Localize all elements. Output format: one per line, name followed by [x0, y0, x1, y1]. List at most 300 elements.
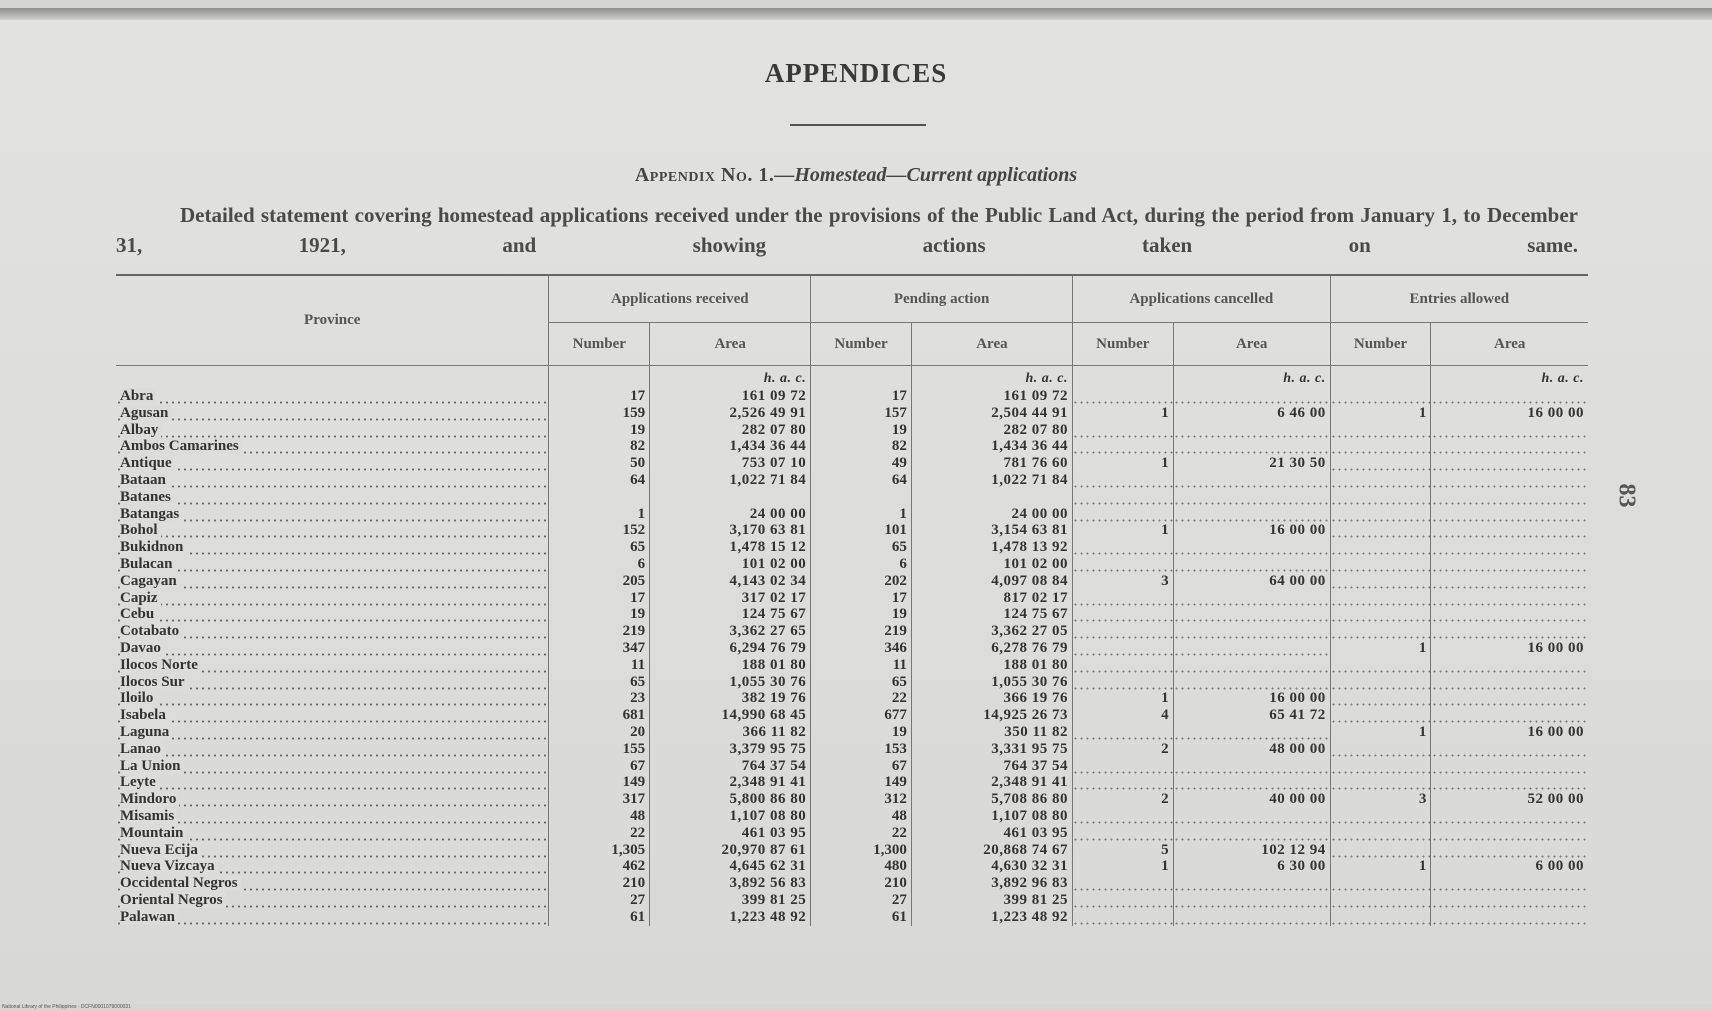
- table-row: [116, 875, 1588, 892]
- province-cell: [116, 909, 549, 926]
- province-cell: [116, 472, 549, 489]
- cancelled-number-cell: 4: [1072, 707, 1173, 724]
- allowed-area-cell: [1431, 455, 1588, 472]
- received-area-cell: 5,800 86 80: [650, 791, 811, 808]
- cancelled-area-cell: [1173, 438, 1330, 455]
- appendix-heading: [0, 164, 1712, 187]
- cancelled-number-cell: [1072, 539, 1173, 556]
- province-cell: [116, 640, 549, 657]
- area-header: Area: [911, 323, 1072, 366]
- cancelled-area-cell: [1173, 808, 1330, 825]
- province-cell: [116, 842, 549, 859]
- table-row: [116, 573, 1588, 590]
- province-cell: [116, 858, 549, 875]
- pending-number-cell: 157: [811, 405, 912, 422]
- cancelled-number-cell: [1072, 674, 1173, 691]
- allowed-area-cell: 16 00 00: [1431, 724, 1588, 741]
- province-cell: [116, 791, 549, 808]
- received-area-cell: 188 01 80: [650, 657, 811, 674]
- pending-area-cell: 1,478 13 92: [911, 539, 1072, 556]
- allowed-number-cell: [1330, 489, 1431, 506]
- group-header-cancelled: Applications cancelled: [1072, 275, 1330, 323]
- received-number-cell: 152: [549, 522, 650, 539]
- units-blank: [549, 366, 650, 389]
- received-area-cell: 382 19 76: [650, 690, 811, 707]
- units-blank: [811, 366, 912, 389]
- province-name: Agusan: [120, 405, 171, 421]
- province-cell: [116, 674, 549, 691]
- allowed-area-cell: [1431, 808, 1588, 825]
- allowed-number-cell: 1: [1330, 405, 1431, 422]
- allowed-area-cell: [1431, 506, 1588, 523]
- allowed-number-cell: [1330, 741, 1431, 758]
- page-title: APPENDICES: [764, 58, 948, 88]
- cancelled-number-cell: [1072, 774, 1173, 791]
- allowed-number-cell: [1330, 875, 1431, 892]
- received-number-cell: 1: [549, 506, 650, 523]
- pending-number-cell: 48: [811, 808, 912, 825]
- cancelled-area-cell: [1173, 657, 1330, 674]
- pending-number-cell: 312: [811, 791, 912, 808]
- cancelled-number-cell: 1: [1072, 858, 1173, 875]
- group-header-pending: Pending action: [811, 275, 1073, 323]
- cancelled-area-cell: [1173, 623, 1330, 640]
- province-cell: [116, 522, 549, 539]
- province-name: Ilocos Norte: [120, 657, 201, 673]
- received-area-cell: 399 81 25: [650, 892, 811, 909]
- received-area-cell: 14,990 68 45: [650, 707, 811, 724]
- province-name: Davao: [120, 640, 164, 656]
- pending-number-cell: 19: [811, 724, 912, 741]
- allowed-number-cell: [1330, 606, 1431, 623]
- pending-number-cell: 11: [811, 657, 912, 674]
- pending-area-cell: 764 37 54: [911, 758, 1072, 775]
- homestead-table: [116, 274, 1588, 926]
- received-number-cell: 219: [549, 623, 650, 640]
- cancelled-area-cell: [1173, 758, 1330, 775]
- allowed-number-cell: [1330, 438, 1431, 455]
- pending-number-cell: 677: [811, 707, 912, 724]
- allowed-number-cell: [1330, 674, 1431, 691]
- units-row: [116, 366, 1588, 389]
- province-cell: [116, 741, 549, 758]
- received-area-cell: 101 02 00: [650, 556, 811, 573]
- pending-number-cell: 82: [811, 438, 912, 455]
- received-number-cell: 65: [549, 674, 650, 691]
- table-body: [116, 366, 1588, 926]
- allowed-area-cell: [1431, 707, 1588, 724]
- cancelled-area-cell: [1173, 774, 1330, 791]
- cancelled-number-cell: [1072, 388, 1173, 405]
- province-name: Bohol: [120, 522, 161, 538]
- allowed-area-cell: [1431, 758, 1588, 775]
- province-name: Batanes: [120, 489, 174, 505]
- province-cell: [116, 623, 549, 640]
- province-cell: [116, 875, 549, 892]
- allowed-number-cell: [1330, 909, 1431, 926]
- pending-number-cell: 153: [811, 741, 912, 758]
- received-area-cell: 4,645 62 31: [650, 858, 811, 875]
- allowed-area-cell: [1431, 606, 1588, 623]
- pending-number-cell: 65: [811, 674, 912, 691]
- province-name: Cebu: [120, 606, 157, 622]
- cancelled-number-cell: [1072, 892, 1173, 909]
- cancelled-area-cell: [1173, 472, 1330, 489]
- received-number-cell: 50: [549, 455, 650, 472]
- allowed-area-cell: [1431, 522, 1588, 539]
- appendix-label: Appendix No. 1.: [634, 164, 775, 186]
- cancelled-area-cell: [1173, 640, 1330, 657]
- allowed-area-cell: 52 00 00: [1431, 791, 1588, 808]
- pending-area-cell: 20,868 74 67: [911, 842, 1072, 859]
- received-area-cell: 2,348 91 41: [650, 774, 811, 791]
- appendix-subtitle: —Homestead—Current applications: [774, 164, 1078, 186]
- cancelled-number-cell: [1072, 657, 1173, 674]
- table-row: [116, 909, 1588, 926]
- table-row: [116, 422, 1588, 439]
- received-number-cell: 64: [549, 472, 650, 489]
- received-area-cell: 317 02 17: [650, 590, 811, 607]
- pending-area-cell: 3,892 96 83: [911, 875, 1072, 892]
- received-number-cell: 20: [549, 724, 650, 741]
- pending-number-cell: 210: [811, 875, 912, 892]
- pending-number-cell: 1,300: [811, 842, 912, 859]
- area-header: Area: [1431, 323, 1588, 366]
- province-name: Capiz: [120, 590, 161, 606]
- cancelled-number-cell: 1: [1072, 455, 1173, 472]
- received-number-cell: [549, 489, 650, 506]
- area-header: Area: [1173, 323, 1330, 366]
- allowed-number-cell: 1: [1330, 724, 1431, 741]
- received-number-cell: 23: [549, 690, 650, 707]
- table-row: [116, 438, 1588, 455]
- units-blank: [1330, 366, 1431, 389]
- allowed-area-cell: [1431, 875, 1588, 892]
- received-area-cell: 4,143 02 34: [650, 573, 811, 590]
- scan-edge-shadow: [0, 8, 1712, 20]
- allowed-number-cell: [1330, 472, 1431, 489]
- province-name: Bukidnon: [120, 539, 186, 555]
- province-cell: [116, 590, 549, 607]
- received-area-cell: 124 75 67: [650, 606, 811, 623]
- province-name: Batangas: [120, 506, 182, 522]
- allowed-number-cell: [1330, 422, 1431, 439]
- received-area-cell: 282 07 80: [650, 422, 811, 439]
- cancelled-area-cell: 6 30 00: [1173, 858, 1330, 875]
- pending-area-cell: 282 07 80: [911, 422, 1072, 439]
- cancelled-number-cell: [1072, 758, 1173, 775]
- cancelled-area-cell: [1173, 506, 1330, 523]
- pending-area-cell: 1,223 48 92: [911, 909, 1072, 926]
- received-area-cell: 20,970 87 61: [650, 842, 811, 859]
- number-header: Number: [549, 323, 650, 366]
- cancelled-number-cell: [1072, 438, 1173, 455]
- pending-number-cell: 64: [811, 472, 912, 489]
- allowed-area-cell: [1431, 842, 1588, 859]
- table-row: [116, 657, 1588, 674]
- cancelled-area-cell: 21 30 50: [1173, 455, 1330, 472]
- received-number-cell: 61: [549, 909, 650, 926]
- table-row: [116, 640, 1588, 657]
- allowed-area-cell: [1431, 690, 1588, 707]
- province-name: Palawan: [120, 909, 178, 925]
- province-name: Bulacan: [120, 556, 176, 572]
- province-cell: [116, 606, 549, 623]
- received-area-cell: 3,892 56 83: [650, 875, 811, 892]
- cancelled-number-cell: [1072, 556, 1173, 573]
- province-name: Mountain: [120, 825, 186, 841]
- cancelled-area-cell: [1173, 539, 1330, 556]
- cancelled-number-cell: 5: [1072, 842, 1173, 859]
- province-name: Ambos Camarines: [120, 438, 242, 454]
- document-page: [0, 8, 1712, 1010]
- table-row: [116, 791, 1588, 808]
- province-name: Albay: [120, 422, 161, 438]
- table-row: [116, 724, 1588, 741]
- pending-number-cell: 346: [811, 640, 912, 657]
- province-name: Cagayan: [120, 573, 180, 589]
- table-row: [116, 808, 1588, 825]
- received-area-cell: 753 07 10: [650, 455, 811, 472]
- received-area-cell: 1,107 08 80: [650, 808, 811, 825]
- pending-area-cell: [911, 489, 1072, 506]
- cancelled-area-cell: [1173, 892, 1330, 909]
- allowed-number-cell: [1330, 842, 1431, 859]
- cancelled-number-cell: [1072, 623, 1173, 640]
- province-cell: [116, 455, 549, 472]
- pending-area-cell: 124 75 67: [911, 606, 1072, 623]
- table-row: [116, 556, 1588, 573]
- province-name: Occidental Negros: [120, 875, 241, 891]
- cancelled-area-cell: 65 41 72: [1173, 707, 1330, 724]
- table-row: [116, 674, 1588, 691]
- allowed-area-cell: [1431, 556, 1588, 573]
- pending-area-cell: 24 00 00: [911, 506, 1072, 523]
- pending-number-cell: 480: [811, 858, 912, 875]
- pending-number-cell: 202: [811, 573, 912, 590]
- cancelled-area-cell: 16 00 00: [1173, 522, 1330, 539]
- province-name: Antique: [120, 455, 175, 471]
- pending-area-cell: 3,331 95 75: [911, 741, 1072, 758]
- table-row: [116, 774, 1588, 791]
- number-header: Number: [1072, 323, 1173, 366]
- page-number: 83: [1613, 483, 1640, 508]
- received-area-cell: 1,022 71 84: [650, 472, 811, 489]
- received-number-cell: 22: [549, 825, 650, 842]
- cancelled-number-cell: [1072, 909, 1173, 926]
- province-header: Province: [116, 275, 549, 366]
- province-cell: [116, 405, 549, 422]
- province-cell: [116, 438, 549, 455]
- cancelled-number-cell: 1: [1072, 690, 1173, 707]
- table-row: [116, 506, 1588, 523]
- number-header: Number: [1330, 323, 1431, 366]
- allowed-area-cell: [1431, 489, 1588, 506]
- table-row: [116, 472, 1588, 489]
- cancelled-area-cell: 102 12 94: [1173, 842, 1330, 859]
- pending-area-cell: 188 01 80: [911, 657, 1072, 674]
- cancelled-area-cell: [1173, 556, 1330, 573]
- cancelled-area-cell: 64 00 00: [1173, 573, 1330, 590]
- units-blank: [1072, 366, 1173, 389]
- cancelled-number-cell: 1: [1072, 522, 1173, 539]
- province-name: Ilocos Sur: [120, 674, 188, 690]
- area-header: Area: [650, 323, 811, 366]
- cancelled-area-cell: [1173, 875, 1330, 892]
- province-cell: [116, 724, 549, 741]
- received-area-cell: 6,294 76 79: [650, 640, 811, 657]
- allowed-number-cell: [1330, 455, 1431, 472]
- cancelled-number-cell: [1072, 489, 1173, 506]
- archive-footer: National Library of the Philippines · DCFN0001079000031: [2, 1004, 131, 1010]
- pending-area-cell: 101 02 00: [911, 556, 1072, 573]
- table-row: [116, 590, 1588, 607]
- pending-number-cell: 219: [811, 623, 912, 640]
- province-name: Lanao: [120, 741, 164, 757]
- cancelled-number-cell: [1072, 472, 1173, 489]
- allowed-number-cell: [1330, 892, 1431, 909]
- cancelled-area-cell: [1173, 422, 1330, 439]
- pending-area-cell: 1,055 30 76: [911, 674, 1072, 691]
- allowed-number-cell: 1: [1330, 640, 1431, 657]
- province-cell: [116, 892, 549, 909]
- pending-area-cell: 817 02 17: [911, 590, 1072, 607]
- pending-area-cell: 3,362 27 05: [911, 623, 1072, 640]
- allowed-area-cell: [1431, 590, 1588, 607]
- province-name: Laguna: [120, 724, 172, 740]
- cancelled-number-cell: 3: [1072, 573, 1173, 590]
- province-name: Mindoro: [120, 791, 179, 807]
- table-row: [116, 741, 1588, 758]
- allowed-area-cell: [1431, 657, 1588, 674]
- allowed-number-cell: [1330, 556, 1431, 573]
- units-blank: [116, 366, 549, 389]
- cancelled-number-cell: [1072, 506, 1173, 523]
- received-number-cell: 19: [549, 606, 650, 623]
- province-name: Nueva Vizcaya: [120, 858, 218, 874]
- province-cell: [116, 422, 549, 439]
- province-name: Isabela: [120, 707, 169, 723]
- allowed-area-cell: [1431, 472, 1588, 489]
- received-number-cell: 159: [549, 405, 650, 422]
- pending-number-cell: 6: [811, 556, 912, 573]
- province-cell: [116, 707, 549, 724]
- province-name: Misamis: [120, 808, 177, 824]
- received-number-cell: 17: [549, 388, 650, 405]
- received-area-cell: 1,223 48 92: [650, 909, 811, 926]
- table-row: [116, 388, 1588, 405]
- pending-area-cell: 6,278 76 79: [911, 640, 1072, 657]
- cancelled-area-cell: 16 00 00: [1173, 690, 1330, 707]
- province-cell: [116, 506, 549, 523]
- received-area-cell: 764 37 54: [650, 758, 811, 775]
- received-area-cell: 24 00 00: [650, 506, 811, 523]
- province-name: Bataan: [120, 472, 169, 488]
- cancelled-number-cell: [1072, 422, 1173, 439]
- cancelled-area-cell: [1173, 909, 1330, 926]
- pending-number-cell: [811, 489, 912, 506]
- units-label: h. a. c.: [911, 366, 1072, 389]
- received-number-cell: 347: [549, 640, 650, 657]
- pending-number-cell: 22: [811, 825, 912, 842]
- pending-area-cell: 350 11 82: [911, 724, 1072, 741]
- allowed-area-cell: [1431, 892, 1588, 909]
- province-name: Leyte: [120, 774, 159, 790]
- table-row: [116, 758, 1588, 775]
- pending-area-cell: 3,154 63 81: [911, 522, 1072, 539]
- province-cell: [116, 774, 549, 791]
- received-area-cell: 3,170 63 81: [650, 522, 811, 539]
- units-label: h. a. c.: [650, 366, 811, 389]
- pending-number-cell: 1: [811, 506, 912, 523]
- cancelled-number-cell: [1072, 590, 1173, 607]
- received-number-cell: 205: [549, 573, 650, 590]
- allowed-number-cell: [1330, 573, 1431, 590]
- province-name: Abra: [120, 388, 156, 404]
- allowed-area-cell: [1431, 623, 1588, 640]
- cancelled-number-cell: 2: [1072, 791, 1173, 808]
- table-row: [116, 539, 1588, 556]
- pending-number-cell: 22: [811, 690, 912, 707]
- allowed-number-cell: [1330, 522, 1431, 539]
- cancelled-number-cell: [1072, 808, 1173, 825]
- pending-area-cell: 461 03 95: [911, 825, 1072, 842]
- cancelled-number-cell: [1072, 875, 1173, 892]
- cancelled-number-cell: 2: [1072, 741, 1173, 758]
- cancelled-area-cell: [1173, 590, 1330, 607]
- allowed-number-cell: [1330, 539, 1431, 556]
- allowed-number-cell: [1330, 388, 1431, 405]
- pending-area-cell: 14,925 26 73: [911, 707, 1072, 724]
- received-number-cell: 155: [549, 741, 650, 758]
- province-cell: [116, 808, 549, 825]
- pending-area-cell: 781 76 60: [911, 455, 1072, 472]
- table-row: [116, 690, 1588, 707]
- received-area-cell: 161 09 72: [650, 388, 811, 405]
- received-number-cell: 6: [549, 556, 650, 573]
- received-number-cell: 19: [549, 422, 650, 439]
- province-cell: [116, 489, 549, 506]
- allowed-number-cell: [1330, 774, 1431, 791]
- pending-number-cell: 49: [811, 455, 912, 472]
- allowed-area-cell: [1431, 674, 1588, 691]
- allowed-area-cell: 16 00 00: [1431, 405, 1588, 422]
- pending-number-cell: 101: [811, 522, 912, 539]
- allowed-area-cell: [1431, 573, 1588, 590]
- units-label: h. a. c.: [1431, 366, 1588, 389]
- pending-area-cell: 2,348 91 41: [911, 774, 1072, 791]
- group-header-received: Applications received: [549, 275, 811, 323]
- pending-number-cell: 27: [811, 892, 912, 909]
- cancelled-number-cell: [1072, 606, 1173, 623]
- allowed-number-cell: [1330, 590, 1431, 607]
- province-cell: [116, 573, 549, 590]
- received-number-cell: 317: [549, 791, 650, 808]
- cancelled-area-cell: [1173, 825, 1330, 842]
- pending-area-cell: 366 19 76: [911, 690, 1072, 707]
- pending-number-cell: 65: [811, 539, 912, 556]
- province-name: Cotabato: [120, 623, 182, 639]
- pending-area-cell: 1,434 36 44: [911, 438, 1072, 455]
- allowed-area-cell: [1431, 741, 1588, 758]
- received-area-cell: 1,434 36 44: [650, 438, 811, 455]
- pending-number-cell: 67: [811, 758, 912, 775]
- pending-area-cell: 5,708 86 80: [911, 791, 1072, 808]
- pending-area-cell: 399 81 25: [911, 892, 1072, 909]
- received-number-cell: 82: [549, 438, 650, 455]
- cancelled-area-cell: [1173, 606, 1330, 623]
- pending-area-cell: 2,504 44 91: [911, 405, 1072, 422]
